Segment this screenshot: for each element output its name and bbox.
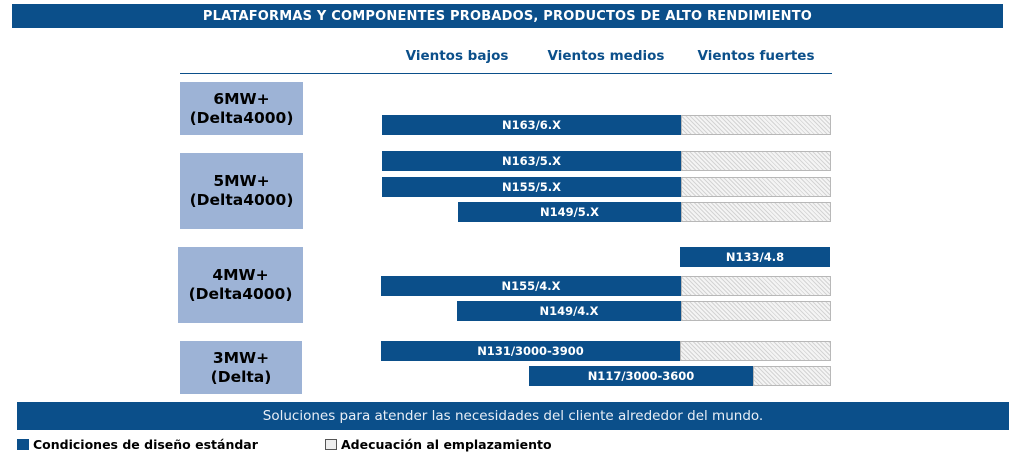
legend-adaptation-swatch [325, 439, 337, 450]
header-underline-left [180, 73, 682, 74]
turbine-row-n163-6x [0, 115, 1024, 135]
standard-design-bar [381, 341, 680, 361]
turbine-label: N133/4.8 [725, 250, 785, 264]
standard-design-bar [382, 151, 681, 171]
site-adaptation-bar [681, 115, 831, 135]
turbine-row-n163-5x [0, 151, 1024, 171]
turbine-label: N131/3000-3900 [477, 344, 584, 358]
turbine-row-n149-4x [0, 301, 1024, 321]
turbine-row-n155-4x [0, 276, 1024, 296]
column-header-medium-wind: Vientos medios [547, 48, 665, 64]
turbine-label: N149/5.X [539, 205, 600, 219]
turbine-row-n133-4-8 [0, 247, 1024, 267]
turbine-label: N163/6.X [501, 118, 562, 132]
turbine-row-n131 [0, 341, 1024, 361]
turbine-label: N163/5.X [501, 154, 562, 168]
standard-design-bar [382, 177, 681, 197]
standard-design-bar [529, 366, 753, 386]
turbine-label: N155/4.X [501, 279, 561, 293]
legend-adaptation [325, 437, 552, 452]
turbine-row-n149-5x [0, 202, 1024, 222]
site-adaptation-bar [680, 341, 831, 361]
legend-standard-swatch [17, 439, 29, 450]
site-adaptation-bar [681, 177, 831, 197]
standard-design-bar [457, 301, 681, 321]
turbine-row-n155-5x [0, 177, 1024, 197]
legend-standard [17, 437, 258, 452]
column-header-low-wind: Vientos bajos [405, 48, 509, 64]
header-underline-right [682, 73, 832, 74]
site-adaptation-bar [681, 202, 831, 222]
legend-adaptation-label: Adecuación al emplazamiento [341, 437, 552, 452]
footer-banner: Soluciones para atender las necesidades del cliente alrededor del mundo. [17, 402, 1009, 430]
group-label-5mw: 5MW+ (Delta4000) [180, 153, 303, 229]
site-adaptation-bar [681, 276, 831, 296]
group-label-6mw: 6MW+ (Delta4000) [180, 82, 303, 135]
legend-standard-label: Condiciones de diseño estándar [33, 437, 258, 452]
standard-design-bar [381, 276, 681, 296]
site-adaptation-bar [753, 366, 831, 386]
standard-design-bar [458, 202, 681, 222]
turbine-label: N149/4.X [539, 304, 599, 318]
title-bar: PLATAFORMAS Y COMPONENTES PROBADOS, PRODUCTOS DE ALTO RENDIMIENTO [12, 4, 1003, 28]
group-label-4mw: 4MW+ (Delta4000) [178, 247, 303, 323]
turbine-label: N117/3000-3600 [587, 369, 695, 383]
standard-design-bar [382, 115, 681, 135]
group-label-3mw: 3MW+ (Delta) [180, 341, 302, 394]
column-header-high-wind: Vientos fuertes [697, 48, 815, 64]
site-adaptation-bar [681, 151, 831, 171]
turbine-label: N155/5.X [501, 180, 562, 194]
turbine-row-n117 [0, 366, 1024, 386]
site-adaptation-bar [681, 301, 831, 321]
standard-design-bar [680, 247, 830, 267]
